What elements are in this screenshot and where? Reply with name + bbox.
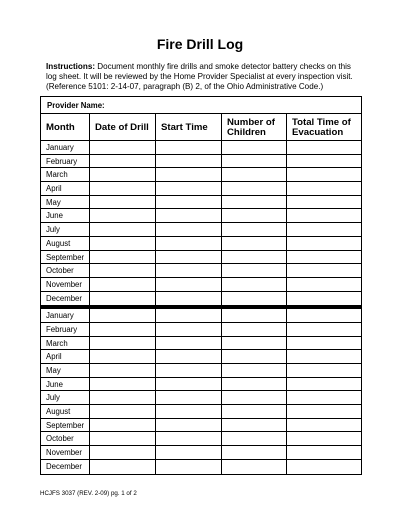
table-row <box>41 337 361 351</box>
month-cell: September <box>46 420 85 430</box>
total-time-of-evacuation-cell[interactable] <box>286 337 361 350</box>
total-time-of-evacuation-cell[interactable] <box>286 350 361 363</box>
month-cell: March <box>46 170 68 180</box>
number-of-children-cell[interactable] <box>221 292 286 306</box>
start-time-cell[interactable] <box>155 182 221 195</box>
start-time-cell[interactable] <box>155 237 221 250</box>
total-time-of-evacuation-cell[interactable] <box>286 391 361 404</box>
total-time-of-evacuation-cell[interactable] <box>286 223 361 236</box>
instructions-label: Instructions: <box>46 62 96 71</box>
table-row <box>41 141 361 155</box>
instructions-text: Document monthly fire drills and smoke detector battery checks on this log sheet. It will be reviewed by the Home Provider Specialist at every inspection visit. (Reference 5101: 2-14-07, paragraph (B) 2, of the Ohio Administrative Code.) <box>46 62 353 91</box>
header-date-of-drill: Date of Drill <box>89 114 155 140</box>
date-of-drill-cell[interactable] <box>89 155 155 168</box>
total-time-of-evacuation-cell[interactable] <box>286 432 361 445</box>
date-of-drill-cell[interactable] <box>89 323 155 336</box>
number-of-children-cell[interactable] <box>221 264 286 277</box>
date-of-drill-cell[interactable] <box>89 337 155 350</box>
number-of-children-cell[interactable] <box>221 168 286 181</box>
number-of-children-cell[interactable] <box>221 350 286 363</box>
table-row <box>41 419 361 433</box>
date-of-drill-cell[interactable] <box>89 278 155 291</box>
start-time-cell[interactable] <box>155 209 221 222</box>
number-of-children-cell[interactable] <box>221 309 286 322</box>
provider-name-label: Provider Name: <box>47 101 105 110</box>
start-time-cell[interactable] <box>155 378 221 391</box>
number-of-children-cell[interactable] <box>221 364 286 377</box>
number-of-children-cell[interactable] <box>221 391 286 404</box>
number-of-children-cell[interactable] <box>221 223 286 236</box>
number-of-children-cell[interactable] <box>221 141 286 154</box>
date-of-drill-cell[interactable] <box>89 419 155 432</box>
date-of-drill-cell[interactable] <box>89 141 155 154</box>
total-time-of-evacuation-cell[interactable] <box>286 446 361 459</box>
number-of-children-cell[interactable] <box>221 405 286 418</box>
month-cell: March <box>46 338 68 348</box>
number-of-children-cell[interactable] <box>221 323 286 336</box>
form-footer: HCJFS 3037 (REV. 2-09) pg. 1 of 2 <box>40 490 137 497</box>
number-of-children-cell[interactable] <box>221 278 286 291</box>
table-row <box>41 251 361 265</box>
date-of-drill-cell[interactable] <box>89 405 155 418</box>
start-time-cell[interactable] <box>155 251 221 264</box>
start-time-cell[interactable] <box>155 460 221 474</box>
month-cell: April <box>46 352 62 362</box>
start-time-cell[interactable] <box>155 196 221 209</box>
start-time-cell[interactable] <box>155 391 221 404</box>
month-block-2 <box>41 309 361 473</box>
start-time-cell[interactable] <box>155 405 221 418</box>
date-of-drill-cell[interactable] <box>89 309 155 322</box>
total-time-of-evacuation-cell[interactable] <box>286 364 361 377</box>
header-total-time-of-evacuation: Total Time of Evacuation <box>286 114 361 140</box>
start-time-cell[interactable] <box>155 168 221 181</box>
month-cell: May <box>46 197 61 207</box>
date-of-drill-cell[interactable] <box>89 364 155 377</box>
start-time-cell[interactable] <box>155 309 221 322</box>
number-of-children-cell[interactable] <box>221 378 286 391</box>
month-cell: January <box>46 143 74 152</box>
month-block-1 <box>41 141 361 305</box>
month-cell: November <box>46 279 82 289</box>
month-cell: February <box>46 324 78 334</box>
total-time-of-evacuation-cell[interactable] <box>286 278 361 291</box>
number-of-children-cell[interactable] <box>221 209 286 222</box>
page-title: Fire Drill Log <box>156 36 244 52</box>
month-cell: April <box>46 184 62 194</box>
header-number-of-children: Number of Children <box>221 114 286 140</box>
number-of-children-cell[interactable] <box>221 155 286 168</box>
total-time-of-evacuation-cell[interactable] <box>286 264 361 277</box>
start-time-cell[interactable] <box>155 432 221 445</box>
number-of-children-cell[interactable] <box>221 460 286 474</box>
total-time-of-evacuation-cell[interactable] <box>286 209 361 222</box>
table-row <box>41 155 361 169</box>
date-of-drill-cell[interactable] <box>89 460 155 474</box>
total-time-of-evacuation-cell[interactable] <box>286 196 361 209</box>
month-cell: December <box>46 293 82 303</box>
start-time-cell[interactable] <box>155 223 221 236</box>
start-time-cell[interactable] <box>155 278 221 291</box>
date-of-drill-cell[interactable] <box>89 446 155 459</box>
date-of-drill-cell[interactable] <box>89 350 155 363</box>
total-time-of-evacuation-cell[interactable] <box>286 378 361 391</box>
table-row <box>41 264 361 278</box>
total-time-of-evacuation-cell[interactable] <box>286 405 361 418</box>
total-time-of-evacuation-cell[interactable] <box>286 251 361 264</box>
month-cell: July <box>46 225 60 235</box>
table-row <box>41 292 361 306</box>
table-row <box>41 364 361 378</box>
table-header-row <box>41 114 361 141</box>
total-time-of-evacuation-cell[interactable] <box>286 155 361 168</box>
table-row <box>41 223 361 237</box>
date-of-drill-cell[interactable] <box>89 182 155 195</box>
date-of-drill-cell[interactable] <box>89 251 155 264</box>
table-row <box>41 209 361 223</box>
start-time-cell[interactable] <box>155 141 221 154</box>
date-of-drill-cell[interactable] <box>89 209 155 222</box>
table-row <box>41 391 361 405</box>
start-time-cell[interactable] <box>155 323 221 336</box>
number-of-children-cell[interactable] <box>221 419 286 432</box>
month-cell: January <box>46 311 74 321</box>
header-month: Month <box>46 122 75 133</box>
start-time-cell[interactable] <box>155 155 221 168</box>
number-of-children-cell[interactable] <box>221 432 286 445</box>
month-cell: June <box>46 379 63 389</box>
total-time-of-evacuation-cell[interactable] <box>286 292 361 306</box>
table-row <box>41 460 361 474</box>
month-cell: June <box>46 211 63 221</box>
total-time-of-evacuation-cell[interactable] <box>286 309 361 322</box>
number-of-children-cell[interactable] <box>221 251 286 264</box>
start-time-cell[interactable] <box>155 446 221 459</box>
start-time-cell[interactable] <box>155 292 221 306</box>
number-of-children-cell[interactable] <box>221 182 286 195</box>
table-row <box>41 405 361 419</box>
month-cell: November <box>46 448 82 458</box>
total-time-of-evacuation-cell[interactable] <box>286 141 361 154</box>
date-of-drill-cell[interactable] <box>89 378 155 391</box>
number-of-children-cell[interactable] <box>221 337 286 350</box>
date-of-drill-cell[interactable] <box>89 237 155 250</box>
date-of-drill-cell[interactable] <box>89 196 155 209</box>
table-row <box>41 378 361 392</box>
table-row <box>41 168 361 182</box>
month-cell: August <box>46 407 71 417</box>
table-row <box>41 196 361 210</box>
number-of-children-cell[interactable] <box>221 237 286 250</box>
month-cell: May <box>46 366 61 375</box>
month-cell: September <box>46 252 85 262</box>
start-time-cell[interactable] <box>155 264 221 277</box>
date-of-drill-cell[interactable] <box>89 168 155 181</box>
month-cell: February <box>46 156 78 166</box>
total-time-of-evacuation-cell[interactable] <box>286 168 361 181</box>
date-of-drill-cell[interactable] <box>89 432 155 445</box>
start-time-cell[interactable] <box>155 350 221 363</box>
date-of-drill-cell[interactable] <box>89 223 155 236</box>
instructions-paragraph <box>46 62 358 92</box>
start-time-cell[interactable] <box>155 419 221 432</box>
table-row <box>41 446 361 460</box>
table-row <box>41 237 361 251</box>
table-row <box>41 432 361 446</box>
start-time-cell[interactable] <box>155 337 221 350</box>
table-row <box>41 309 361 323</box>
table-row <box>41 350 361 364</box>
provider-name-field[interactable] <box>41 97 361 114</box>
total-time-of-evacuation-cell[interactable] <box>286 182 361 195</box>
number-of-children-cell[interactable] <box>221 196 286 209</box>
month-cell: October <box>46 434 74 444</box>
month-cell: October <box>46 266 74 276</box>
start-time-cell[interactable] <box>155 364 221 377</box>
header-start-time: Start Time <box>155 114 221 140</box>
total-time-of-evacuation-cell[interactable] <box>286 419 361 432</box>
date-of-drill-cell[interactable] <box>89 391 155 404</box>
total-time-of-evacuation-cell[interactable] <box>286 237 361 250</box>
table-row <box>41 182 361 196</box>
month-cell: August <box>46 238 71 248</box>
fire-drill-log-table <box>40 96 362 475</box>
month-cell: December <box>46 461 82 471</box>
date-of-drill-cell[interactable] <box>89 264 155 277</box>
number-of-children-cell[interactable] <box>221 446 286 459</box>
total-time-of-evacuation-cell[interactable] <box>286 460 361 474</box>
total-time-of-evacuation-cell[interactable] <box>286 323 361 336</box>
table-row <box>41 323 361 337</box>
table-row <box>41 278 361 292</box>
month-cell: July <box>46 393 60 403</box>
date-of-drill-cell[interactable] <box>89 292 155 306</box>
